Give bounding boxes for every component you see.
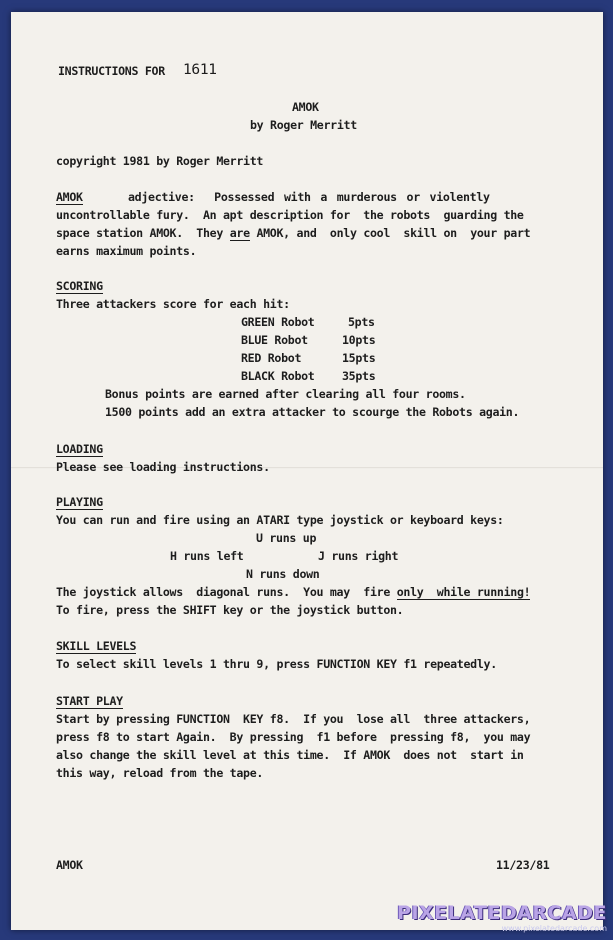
- watermark: [397, 902, 607, 934]
- instruction-sheet: [11, 12, 603, 930]
- definition-line-3: space station AMOK. They are AMOK, and only cool skill on your part: [56, 226, 531, 240]
- definition-word: AMOK: [56, 190, 83, 204]
- instructions-for-label: INSTRUCTIONS FOR: [58, 64, 165, 78]
- definition-line-1: adjective: Possessed with a murderous or violently: [128, 190, 490, 204]
- watermark-url: www.pixelatedarcade.com: [501, 924, 607, 933]
- key-down: N runs down: [246, 567, 320, 581]
- start-line-3: also change the skill level at this time. If AMOK does not start in: [56, 748, 524, 762]
- footer-date: 11/23/81: [496, 858, 550, 872]
- key-right: J runs right: [318, 549, 399, 563]
- document-title: AMOK: [292, 100, 319, 114]
- footer-title: AMOK: [56, 858, 83, 872]
- skill-text: To select skill levels 1 thru 9, press FUNCTION KEY f1 repeatedly.: [56, 657, 497, 671]
- robot-black-points: 35pts: [342, 369, 376, 383]
- robot-blue-name: BLUE Robot: [241, 333, 308, 347]
- robot-blue-points: 10pts: [342, 333, 376, 347]
- bonus-line-1: Bonus points are earned after clearing all four rooms.: [105, 387, 466, 401]
- loading-text: Please see loading instructions.: [56, 460, 270, 474]
- copyright-line: copyright 1981 by Roger Merritt: [56, 154, 264, 168]
- program-number: 1611: [183, 62, 217, 78]
- robot-red-name: RED Robot: [241, 351, 302, 365]
- start-line-2: press f8 to start Again. By pressing f1 before pressing f8, you may: [56, 730, 531, 744]
- skill-heading: SKILL LEVELS: [56, 639, 137, 653]
- loading-heading: LOADING: [56, 442, 103, 456]
- robot-black-name: BLACK Robot: [241, 369, 315, 383]
- playing-heading: PLAYING: [56, 495, 103, 509]
- definition-line-4: earns maximum points.: [56, 244, 197, 258]
- start-line-4: this way, reload from the tape.: [56, 766, 264, 780]
- key-up: U runs up: [256, 531, 317, 545]
- author-byline: by Roger Merritt: [250, 118, 357, 132]
- robot-green-points: 5pts: [348, 315, 375, 329]
- start-heading: START PLAY: [56, 694, 123, 708]
- playing-line-3: To fire, press the SHIFT key or the joystick button.: [56, 603, 404, 617]
- playing-line-1: You can run and fire using an ATARI type joystick or keyboard keys:: [56, 513, 504, 527]
- start-line-1: Start by pressing FUNCTION KEY f8. If you lose all three attackers,: [56, 712, 531, 726]
- key-left: H runs left: [170, 549, 244, 563]
- robot-green-name: GREEN Robot: [241, 315, 315, 329]
- definition-line-2: uncontrollable fury. An apt description for the robots guarding the: [56, 208, 524, 222]
- playing-line-2: The joystick allows diagonal runs. You may fire only while running!: [56, 585, 531, 599]
- scoring-heading: SCORING: [56, 279, 103, 293]
- watermark-logo: PIXELATEDARCADE: [397, 902, 607, 924]
- bonus-line-2: 1500 points add an extra attacker to scourge the Robots again.: [105, 405, 520, 419]
- robot-red-points: 15pts: [342, 351, 376, 365]
- scoring-intro: Three attackers score for each hit:: [56, 297, 290, 311]
